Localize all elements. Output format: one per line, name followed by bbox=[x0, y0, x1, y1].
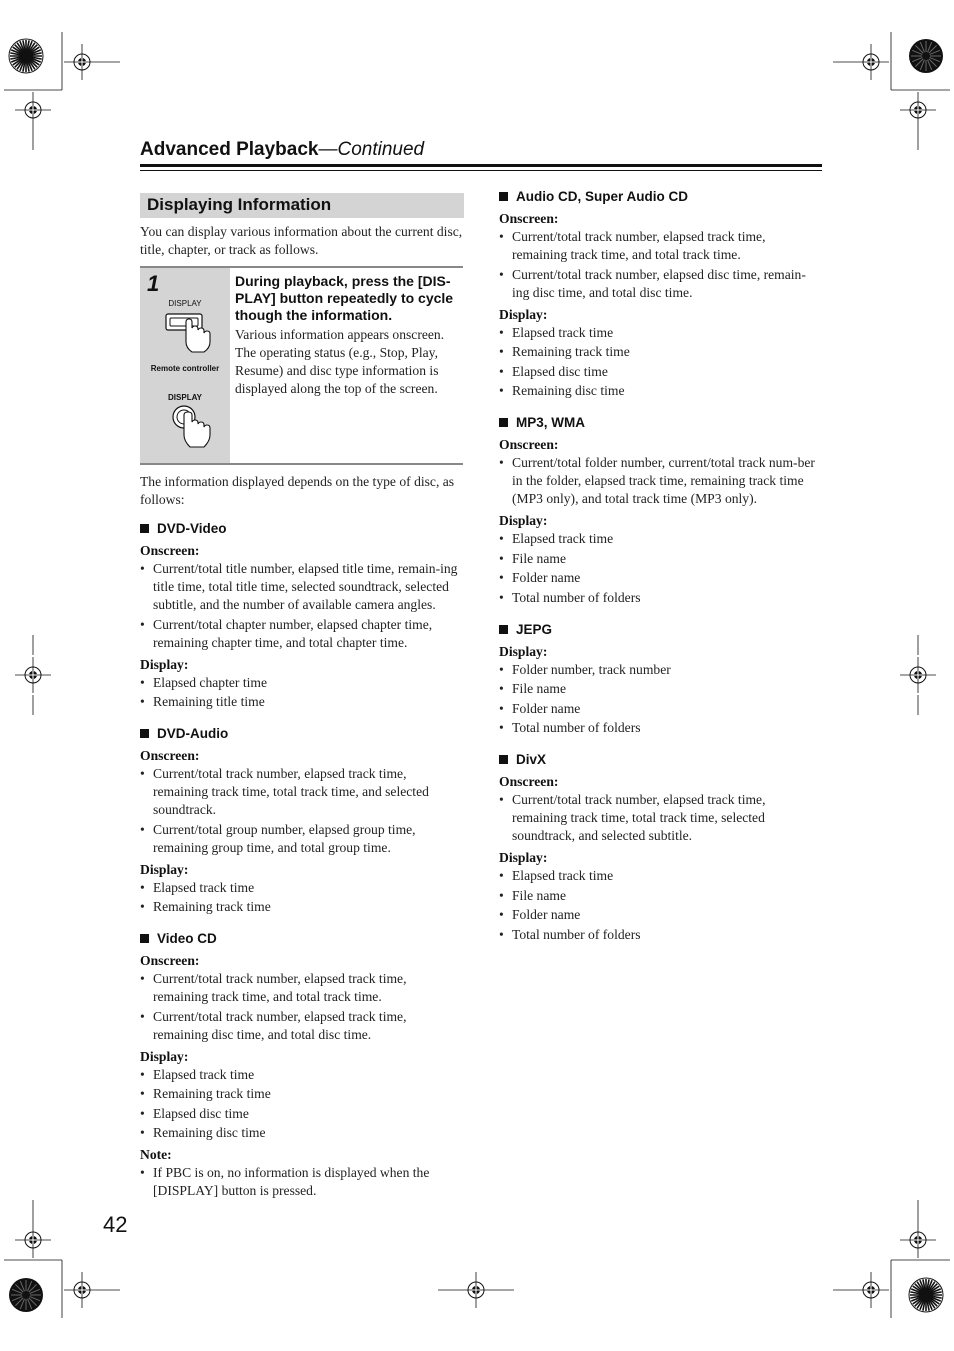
list-item: • Elapsed track time bbox=[499, 867, 823, 885]
list-item: • Elapsed track time bbox=[140, 1066, 464, 1084]
remote-display-label: DISPLAY bbox=[168, 393, 202, 402]
disc-section-title-text: DVD-Audio bbox=[157, 726, 229, 741]
header-rule-thick bbox=[140, 164, 822, 167]
square-bullet-icon bbox=[140, 729, 149, 738]
disc-section-title bbox=[499, 188, 823, 206]
list-item: • Elapsed track time bbox=[499, 530, 823, 548]
list-item: • Current/total track number, elapsed track time, remaining track time, total track time, selected soundtrack, and selected subtitle. bbox=[499, 791, 823, 845]
bullet-list bbox=[140, 1164, 464, 1200]
bullet-list bbox=[499, 228, 823, 302]
step-description: Various information appears onscreen. The operating status (e.g., Stop, Play, Resume) and disc type information is displayed along the top of the screen. bbox=[235, 327, 445, 396]
bullet-list bbox=[140, 560, 464, 652]
group-label-display: Display: bbox=[499, 306, 548, 322]
disc-section-title bbox=[140, 725, 464, 743]
list-item: • Remaining track time bbox=[140, 898, 464, 916]
disc-section-divx bbox=[499, 751, 823, 944]
bullet-list bbox=[140, 970, 464, 1044]
disc-section-title bbox=[499, 414, 823, 432]
remote-controller-label: Remote controller bbox=[150, 364, 220, 373]
square-bullet-icon bbox=[499, 418, 508, 427]
group-label-onscreen: Onscreen: bbox=[140, 748, 200, 763]
bullet-list bbox=[499, 661, 823, 738]
disc-section-dvd-audio bbox=[140, 725, 464, 916]
list-item: • Total number of folders bbox=[499, 589, 823, 607]
disc-section-title-text: MP3, WMA bbox=[516, 415, 585, 430]
list-item: • Folder name bbox=[499, 569, 823, 587]
step-number: 1 bbox=[147, 271, 160, 296]
disc-section-title bbox=[140, 930, 464, 948]
group-label-display: Display: bbox=[499, 513, 548, 528]
group-label-display: Display: bbox=[140, 861, 189, 877]
bullet-list bbox=[499, 324, 823, 401]
group-label-display: Display: bbox=[499, 850, 548, 865]
list-item: • Current/total folder number, current/total track num-ber in the folder, elapsed track time, remaining track time (MP3 only), and total track time (MP3 only). bbox=[499, 454, 823, 508]
list-item: • Elapsed disc time bbox=[499, 363, 823, 381]
list-item: • If PBC is on, no information is displayed when the [DISPLAY] button is pressed. bbox=[140, 1164, 464, 1200]
list-item: • Total number of folders bbox=[499, 719, 823, 737]
group-label-onscreen: Onscreen: bbox=[499, 774, 559, 789]
square-bullet-icon bbox=[140, 524, 149, 533]
square-bullet-icon bbox=[499, 192, 508, 201]
header-rule-thin bbox=[140, 170, 822, 171]
header-title-suffix: —Continued bbox=[318, 139, 425, 160]
list-item: • File name bbox=[499, 550, 823, 568]
list-item: • Remaining track time bbox=[140, 1085, 464, 1103]
bullet-list bbox=[140, 879, 464, 917]
right-column bbox=[499, 174, 823, 945]
list-item: • Current/total group number, elapsed group time, remaining group time, and total group time. bbox=[140, 821, 464, 857]
section-intro: You can display various information about the current disc, title, chapter, or track as follows. bbox=[140, 224, 463, 257]
unit-display-button-icon bbox=[164, 312, 216, 356]
section-heading bbox=[140, 193, 464, 218]
disc-section-mp3-wma bbox=[499, 414, 823, 607]
group-label-onscreen: Onscreen: bbox=[499, 211, 559, 226]
bullet-list bbox=[140, 674, 464, 712]
disc-section-title-text: Audio CD, Super Audio CD bbox=[516, 189, 688, 204]
list-item: • Elapsed track time bbox=[499, 324, 823, 342]
page-number: 42 bbox=[103, 1212, 128, 1237]
group-label-display: Display: bbox=[499, 643, 548, 659]
list-item: • Current/total chapter number, elapsed chapter time, remaining chapter time, and total chapter time. bbox=[140, 616, 464, 652]
square-bullet-icon bbox=[499, 625, 508, 634]
disc-section-jepg bbox=[499, 621, 823, 738]
square-bullet-icon bbox=[140, 934, 149, 943]
bullet-list bbox=[140, 765, 464, 857]
disc-section-title-text: JEPG bbox=[516, 621, 553, 637]
step-instruction: During playback, press the [DIS-PLAY] button repeatedly to cycle though the information. bbox=[235, 273, 454, 323]
disc-section-title-text: DVD-Video bbox=[157, 521, 227, 536]
list-item: • Current/total track number, elapsed track time, remaining disc time, and total disc time. bbox=[140, 1008, 464, 1044]
section-heading-text: Displaying Information bbox=[147, 195, 332, 214]
list-item: • Remaining track time bbox=[499, 343, 823, 361]
bullet-list bbox=[499, 530, 823, 607]
page-header-title bbox=[140, 139, 424, 161]
bullet-list bbox=[499, 791, 823, 845]
group-label-onscreen: Onscreen: bbox=[140, 953, 200, 968]
disc-type-intro: The information displayed depends on the type of disc, as follows: bbox=[140, 474, 455, 507]
list-item: • Current/total title number, elapsed title time, remain-ing title time, total title time, selected soundtrack, selected subtitle, and the number of available camera angles. bbox=[140, 560, 464, 614]
step-illustration-panel bbox=[140, 268, 230, 463]
list-item: • File name bbox=[499, 887, 823, 905]
bullet-list bbox=[499, 867, 823, 944]
left-column bbox=[140, 506, 464, 1202]
list-item: • Remaining disc time bbox=[140, 1124, 464, 1142]
header-title-text: Advanced Playback bbox=[140, 139, 319, 160]
disc-section-title-text: DivX bbox=[516, 752, 547, 767]
list-item: • Current/total track number, elapsed track time, remaining track time, and total track time. bbox=[140, 970, 464, 1006]
list-item: • Current/total track number, elapsed track time, remaining track time, total track time, and selected soundtrack. bbox=[140, 765, 464, 819]
list-item: • Current/total track number, elapsed track time, remaining track time, and total track time. bbox=[499, 228, 823, 264]
disc-section-title bbox=[140, 520, 464, 538]
disc-section-title-text: Video CD bbox=[157, 931, 217, 946]
group-label-onscreen: Onscreen: bbox=[140, 543, 200, 558]
list-item: • Elapsed disc time bbox=[140, 1105, 464, 1123]
disc-section-video-cd bbox=[140, 930, 464, 1200]
group-label-display: Display: bbox=[140, 656, 189, 672]
list-item: • Folder name bbox=[499, 700, 823, 718]
group-label-display: Display: bbox=[140, 1048, 189, 1064]
remote-display-button-icon bbox=[170, 403, 220, 453]
list-item: • Remaining title time bbox=[140, 693, 464, 711]
list-item: • Folder name bbox=[499, 906, 823, 924]
unit-display-label: DISPLAY bbox=[168, 299, 202, 308]
disc-section-dvd-video bbox=[140, 520, 464, 711]
disc-section-audio-cd-super-audio-cd bbox=[499, 188, 823, 400]
list-item: • Folder number, track number bbox=[499, 661, 823, 679]
list-item: • Total number of folders bbox=[499, 926, 823, 944]
disc-section-title bbox=[499, 751, 823, 769]
bullet-list bbox=[140, 1066, 464, 1143]
square-bullet-icon bbox=[499, 755, 508, 764]
list-item: • Remaining disc time bbox=[499, 382, 823, 400]
group-label-note: Note: bbox=[140, 1147, 172, 1162]
list-item: • Current/total track number, elapsed disc time, remain-ing disc time, and total disc time. bbox=[499, 266, 823, 302]
bullet-list bbox=[499, 454, 823, 508]
group-label-onscreen: Onscreen: bbox=[499, 437, 559, 452]
list-item: • Elapsed chapter time bbox=[140, 674, 464, 692]
step-box bbox=[140, 266, 463, 465]
list-item: • Elapsed track time bbox=[140, 879, 464, 897]
list-item: • File name bbox=[499, 680, 823, 698]
disc-section-title bbox=[499, 621, 823, 639]
